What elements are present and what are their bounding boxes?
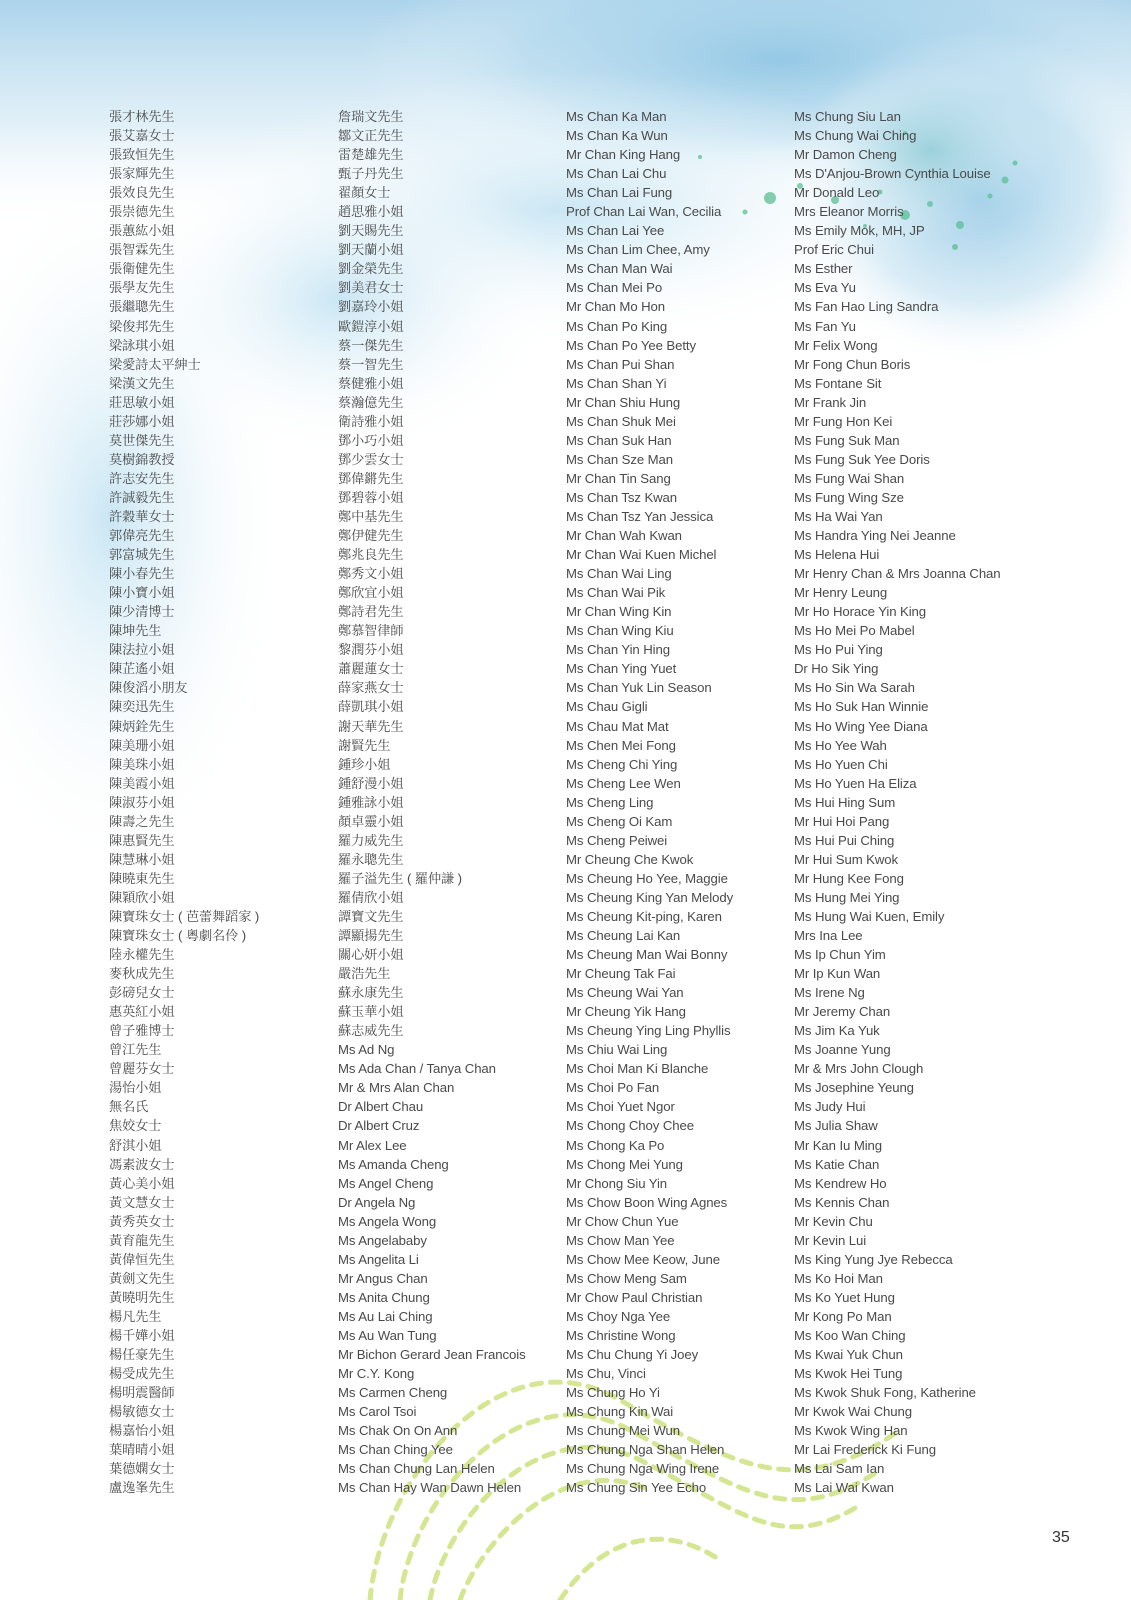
donor-name: 羅子溢先生 ( 羅仲謙 ): [338, 870, 462, 886]
donor-name: 陳美珊小姐: [109, 737, 175, 753]
donor-name: 譚顯揚先生: [338, 928, 404, 944]
donor-name: Ms Helena Hui: [794, 547, 880, 563]
donor-name: 楊凡先生: [109, 1308, 162, 1324]
donor-name: Ms Ho Yuen Ha Eliza: [794, 775, 917, 791]
donor-name: Mr Cheung Yik Hang: [566, 1004, 686, 1020]
donor-name: Ms Chan Sze Man: [566, 451, 673, 467]
donor-name: Mr Hung Kee Fong: [794, 870, 904, 886]
donor-name: 曾麗芬女士: [109, 1061, 175, 1077]
donor-name: Ms Choy Nga Yee: [566, 1308, 671, 1324]
donor-name: Ms Fung Suk Man: [794, 432, 900, 448]
donor-name: 雷楚雄先生: [338, 147, 404, 163]
donor-name: 葉晴晴小姐: [109, 1442, 175, 1458]
donor-name: 鄭兆良先生: [338, 547, 404, 563]
donor-name: Mr Kong Po Man: [794, 1308, 892, 1324]
donor-name: 陳寶珠女士 ( 芭蕾舞蹈家 ): [109, 908, 260, 924]
donor-name: Ms Chu Chung Yi Joey: [566, 1347, 699, 1363]
donor-name: 鍾舒漫小姐: [338, 775, 404, 791]
donor-name: 詹瑞文先生: [338, 109, 404, 124]
name-column-2: [338, 107, 568, 1497]
donor-name: 葉德嫻女士: [109, 1461, 175, 1477]
donor-name: 鍾雅詠小姐: [338, 794, 404, 810]
donor-name: Ms Chan Wai Pik: [566, 585, 666, 601]
donor-name: Ms Cheng Ling: [566, 794, 654, 810]
donor-name: Ms Ip Chun Yim: [794, 947, 886, 963]
donor-name: 陳小春先生: [109, 566, 175, 582]
donor-name: 楊明震醫師: [109, 1385, 175, 1401]
donor-name: Ms Choi Man Ki Blanche: [566, 1061, 709, 1077]
donor-name: 郭偉亮先生: [109, 528, 175, 544]
donor-name: Mr & Mrs John Clough: [794, 1061, 924, 1077]
donor-name: 陳穎欣小姐: [109, 889, 175, 905]
donor-name: Ms Chan Chung Lan Helen: [338, 1461, 495, 1477]
donor-name: Ms Judy Hui: [794, 1099, 866, 1115]
donor-name: Ms Hui Pui Ching: [794, 832, 895, 848]
donor-name: Ms Chau Mat Mat: [566, 718, 669, 734]
donor-name: Ms Cheung Man Wai Bonny: [566, 947, 728, 963]
donor-name: 曾子雅博士: [109, 1023, 175, 1039]
donor-name: Ms Ho Wing Yee Diana: [794, 718, 928, 734]
donor-name: Ms Ko Yuet Hung: [794, 1289, 895, 1305]
donor-name: Mr Felix Wong: [794, 337, 878, 353]
donor-name: 蔡一傑先生: [338, 337, 404, 353]
donor-name: Ms Angelita Li: [338, 1251, 419, 1267]
donor-name: Ms Koo Wan Ching: [794, 1328, 906, 1343]
donor-name: 蔡瀚億先生: [338, 394, 404, 410]
donor-name: Dr Albert Cruz: [338, 1118, 420, 1134]
donor-name: Ms Ho Suk Han Winnie: [794, 699, 929, 715]
donor-name: Ms Ho Mei Po Mabel: [794, 623, 915, 639]
donor-name: Ms Au Lai Ching: [338, 1308, 433, 1324]
donor-name: Ms Chan Lai Yee: [566, 223, 665, 239]
donor-name: Ms Katie Chan: [794, 1156, 880, 1172]
donor-name: 劉金榮先生: [338, 261, 404, 277]
donor-name: Prof Eric Chui: [794, 242, 874, 258]
donor-name: Dr Albert Chau: [338, 1099, 424, 1115]
donor-name: Mr Kwok Wai Chung: [794, 1404, 912, 1420]
donor-name: Ms Chung Wai Ching: [794, 128, 917, 144]
donor-name: 許志安先生: [109, 470, 175, 486]
donor-name: Ms Angel Cheng: [338, 1175, 434, 1191]
donor-name: 鄭詩君先生: [338, 604, 404, 620]
donor-name: Ms Hui Hing Sum: [794, 794, 896, 810]
donor-name: 張崇德先生: [109, 204, 175, 220]
donor-name: 楊嘉怡小姐: [109, 1423, 175, 1439]
donor-name: Mr Ip Kun Wan: [794, 966, 881, 982]
donor-name: 黃育龍先生: [109, 1232, 175, 1248]
donor-name: 鍾珍小姐: [338, 756, 391, 772]
donor-name: 陳慧琳小姐: [109, 851, 175, 867]
donor-name: 劉天蘭小姐: [338, 242, 404, 258]
donor-name: 鄧碧蓉小姐: [338, 489, 404, 505]
donor-name: Ms Fung Wai Shan: [794, 470, 905, 486]
donor-name: 許穀華女士: [109, 508, 175, 524]
donor-name: Ms Cheung Lai Kan: [566, 928, 681, 944]
donor-name: 陳寶珠女士 ( 粵劇名伶 ): [109, 928, 247, 944]
donor-name: 鄧小巧小姐: [338, 432, 404, 448]
donor-name: Ms Cheng Chi Ying: [566, 756, 678, 772]
donor-name: 甄子丹先生: [338, 166, 404, 182]
donor-name: Ms Cheung Ying Ling Phyllis: [566, 1023, 731, 1039]
donor-name: Ms Kwok Shuk Fong, Katherine: [794, 1385, 976, 1401]
donor-name: Ms Fontane Sit: [794, 375, 882, 391]
donor-name: 梁漢文先生: [109, 375, 175, 391]
donor-name: Ms Cheng Peiwei: [566, 832, 668, 848]
donor-name: 曾江先生: [109, 1042, 162, 1058]
donor-name: Ms Cheng Lee Wen: [566, 775, 681, 791]
donor-name: 鄭秀文小姐: [338, 566, 404, 582]
donor-name: Ms Carol Tsoi: [338, 1404, 417, 1420]
donor-name: 鄧偉鏘先生: [338, 470, 404, 486]
donor-name: 楊受成先生: [109, 1366, 175, 1382]
donor-name: 鄭欣宜小姐: [338, 585, 404, 601]
donor-name: Ms Chan Hay Wan Dawn Helen: [338, 1480, 522, 1496]
donor-name: 張學友先生: [109, 280, 175, 296]
donor-name: 薛凱琪小姐: [338, 699, 404, 715]
donor-name: Ms Joanne Yung: [794, 1042, 891, 1058]
donor-name: 莊莎娜小姐: [109, 413, 175, 429]
donor-name: Ms Kennis Chan: [794, 1194, 890, 1210]
donor-name: Ms Chan Lai Chu: [566, 166, 667, 182]
donor-name: Ms Cheung King Yan Melody: [566, 889, 734, 905]
donor-name: 陳曉東先生: [109, 870, 175, 886]
donor-name: Ms Chung Sin Yee Echo: [566, 1480, 707, 1496]
donor-name: Ms Fung Wing Sze: [794, 489, 904, 505]
donor-name: Ms Ho Sin Wa Sarah: [794, 680, 915, 696]
donor-name: Mr Fong Chun Boris: [794, 356, 911, 372]
donor-name: 莫樹錦教授: [109, 451, 175, 467]
donor-name: Ms Chan Yuk Lin Season: [566, 680, 712, 696]
donor-name: 陳惠賢先生: [109, 832, 175, 848]
name-column-4: [794, 107, 1024, 1497]
donor-name: Mr Chan King Hang: [566, 147, 681, 163]
donor-name: Mr Alex Lee: [338, 1137, 407, 1153]
donor-name: 鄭慕智律師: [338, 623, 404, 639]
donor-name: 蔡健雅小姐: [338, 375, 404, 391]
donor-name: 嚴浩先生: [338, 966, 391, 982]
donor-name: 劉嘉玲小姐: [338, 299, 404, 315]
donor-name: 張衛健先生: [109, 261, 175, 277]
donor-name: 張蕙紘小姐: [109, 223, 175, 239]
donor-name: Ms Angelababy: [338, 1232, 427, 1248]
donor-name: 陳美霞小姐: [109, 775, 175, 791]
donor-name: 張艾嘉女士: [109, 128, 175, 144]
donor-name: Ms Chung Mei Wun: [566, 1423, 680, 1439]
donor-name: Ms Eva Yu: [794, 280, 856, 296]
donor-name: Ms Chen Mei Fong: [566, 737, 676, 753]
donor-name: 張才林先生: [109, 109, 175, 124]
donor-name: Ms Amanda Cheng: [338, 1156, 449, 1172]
donor-name: Mr Kan Iu Ming: [794, 1137, 883, 1153]
donor-name: Mr Chow Paul Christian: [566, 1289, 703, 1305]
donor-name: 謝天華先生: [338, 718, 404, 734]
donor-name: 張致恒先生: [109, 147, 175, 163]
donor-name: Ms Chung Siu Lan: [794, 109, 901, 124]
donor-name: 關心妍小姐: [338, 947, 404, 963]
donor-name: Mr Damon Cheng: [794, 147, 897, 163]
donor-name: Mr & Mrs Alan Chan: [338, 1080, 455, 1096]
donor-name: 劉美君女士: [338, 280, 404, 296]
donor-name: Ms Choi Yuet Ngor: [566, 1099, 675, 1115]
donor-name: Mr Chan Wing Kin: [566, 604, 672, 620]
donor-name: 蘇永康先生: [338, 985, 404, 1001]
donor-name: 陳法拉小姐: [109, 642, 175, 658]
donor-name: 陳少清博士: [109, 604, 175, 620]
donor-name: Mr Hui Sum Kwok: [794, 851, 899, 867]
donor-name: 郭富城先生: [109, 547, 175, 563]
donor-name: Ms Irene Ng: [794, 985, 865, 1001]
donor-name: Ms Chan Mei Po: [566, 280, 663, 296]
donor-name: Mr Kevin Chu: [794, 1213, 873, 1229]
donor-name: 鄭伊健先生: [338, 528, 404, 544]
donor-name: Prof Chan Lai Wan, Cecilia: [566, 204, 722, 220]
donor-name: 黃秀英女士: [109, 1213, 175, 1229]
donor-name: Ms Lai Wai Kwan: [794, 1480, 894, 1496]
donor-name: 陸永權先生: [109, 947, 175, 963]
donor-name: Ms Chan Ying Yuet: [566, 661, 677, 677]
donor-name: 譚寶文先生: [338, 908, 404, 924]
donor-name: Mr Henry Chan & Mrs Joanna Chan: [794, 566, 1001, 582]
donor-name: Ms Chan Ka Wun: [566, 128, 668, 144]
donor-name: Ms Emily Mok, MH, JP: [794, 223, 925, 239]
donor-name: 彭磅兒女士: [109, 985, 175, 1001]
donor-name: 蘇志威先生: [338, 1023, 404, 1039]
donor-name: Ms Chow Mee Keow, June: [566, 1251, 720, 1267]
donor-name: 黃文慧女士: [109, 1194, 175, 1210]
donor-name: Ms Chong Choy Chee: [566, 1118, 694, 1134]
donor-name: Ms Ad Ng: [338, 1042, 395, 1058]
donor-name: Ms Chung Kin Wai: [566, 1404, 674, 1420]
donor-name: 羅永聰先生: [338, 851, 404, 867]
donor-name: Ms Handra Ying Nei Jeanne: [794, 528, 956, 544]
donor-name: 陳炳銓先生: [109, 718, 175, 734]
donor-name: Ms Cheung Ho Yee, Maggie: [566, 870, 728, 886]
donor-name: 黃偉恒先生: [109, 1251, 175, 1267]
donor-name: Ms Kendrew Ho: [794, 1175, 887, 1191]
donor-name: 鄧少雲女士: [338, 451, 404, 467]
donor-name: Ms Chan Man Wai: [566, 261, 673, 277]
donor-name: 張家輝先生: [109, 166, 175, 182]
donor-name: 舒淇小姐: [109, 1137, 162, 1153]
donor-name-list: [0, 107, 1131, 1507]
donor-name: 盧逸峯先生: [109, 1480, 175, 1496]
donor-name: 梁詠琪小姐: [109, 337, 175, 353]
donor-name: Ms Chan Po Yee Betty: [566, 337, 696, 353]
donor-name: Ms Ko Hoi Man: [794, 1270, 883, 1286]
donor-name: Ms Hung Mei Ying: [794, 889, 900, 905]
donor-name: 鄒文正先生: [338, 128, 404, 144]
donor-name: Mr Ho Horace Yin King: [794, 604, 927, 620]
donor-name: Ms Chan Yin Hing: [566, 642, 670, 658]
donor-name: Ms Kwok Hei Tung: [794, 1366, 903, 1382]
donor-name: Ms Chong Ka Po: [566, 1137, 665, 1153]
donor-name: 麥秋成先生: [109, 966, 175, 982]
donor-name: Mr C.Y. Kong: [338, 1366, 415, 1382]
donor-name: Ms Chong Mei Yung: [566, 1156, 683, 1172]
donor-name: 顏卓靈小姐: [338, 813, 404, 829]
donor-name: Mr Lai Frederick Ki Fung: [794, 1442, 936, 1458]
donor-name: 楊千嬅小姐: [109, 1328, 175, 1343]
donor-name: Mr Cheung Che Kwok: [566, 851, 694, 867]
donor-name: 梁俊邦先生: [109, 318, 175, 334]
donor-name: Ms Julia Shaw: [794, 1118, 878, 1134]
donor-name: Ms Chak On On Ann: [338, 1423, 458, 1439]
donor-name: 陳奕迅先生: [109, 699, 175, 715]
donor-name: Ms Josephine Yeung: [794, 1080, 914, 1096]
donor-name: 歐鎧淳小姐: [338, 318, 404, 334]
donor-name: 張智霖先生: [109, 242, 175, 258]
donor-name: Ms Jim Ka Yuk: [794, 1023, 880, 1039]
donor-name: Ms Ada Chan / Tanya Chan: [338, 1061, 496, 1077]
donor-name: 莫世傑先生: [109, 432, 175, 448]
donor-name: Mr Chan Wai Kuen Michel: [566, 547, 717, 563]
donor-name: Mr Donald Leo: [794, 185, 880, 201]
donor-name: Ms Anita Chung: [338, 1289, 430, 1305]
donor-name: Ms Esther: [794, 261, 853, 277]
donor-name: 陳壽之先生: [109, 813, 175, 829]
donor-name: Ms Fan Yu: [794, 318, 856, 334]
donor-name: 蕭麗蓮女士: [338, 661, 404, 677]
donor-name: Mr Chan Shiu Hung: [566, 394, 681, 410]
page-number: 35: [1052, 1529, 1070, 1546]
donor-name: Ms King Yung Jye Rebecca: [794, 1251, 953, 1267]
donor-name: Ms Kwok Wing Han: [794, 1423, 908, 1439]
donor-name: Ms Chan Suk Han: [566, 432, 672, 448]
donor-name: Ms Chow Boon Wing Agnes: [566, 1194, 728, 1210]
donor-name: Mr Chong Siu Yin: [566, 1175, 668, 1191]
donor-name: Mr Henry Leung: [794, 585, 888, 601]
donor-name: 張繼聰先生: [109, 299, 175, 315]
donor-name: Ms Chan Ka Man: [566, 109, 667, 124]
donor-name: 馮素波女士: [109, 1156, 175, 1172]
donor-name: Dr Angela Ng: [338, 1194, 416, 1210]
donor-name: Ms Chung Nga Shan Helen: [566, 1442, 725, 1458]
donor-name: Ms Chan Pui Shan: [566, 356, 675, 372]
donor-name: Ms D'Anjou-Brown Cynthia Louise: [794, 166, 991, 182]
donor-name: Ms Chung Nga Wing Irene: [566, 1461, 720, 1477]
donor-name: Mr Chow Chun Yue: [566, 1213, 679, 1229]
donor-name: Mr Cheung Tak Fai: [566, 966, 676, 982]
donor-name: Ms Chow Man Yee: [566, 1232, 675, 1248]
donor-name: Mr Chan Mo Hon: [566, 299, 666, 315]
donor-name: 黎潤芬小姐: [338, 642, 404, 658]
donor-name: Mr Kevin Lui: [794, 1232, 867, 1248]
donor-name: 黃劍文先生: [109, 1270, 175, 1286]
donor-name: 惠英紅小姐: [109, 1004, 175, 1020]
donor-name: Ms Chan Shan Yi: [566, 375, 667, 391]
donor-name: Ms Lai Sam Ian: [794, 1461, 885, 1477]
donor-name: 謝賢先生: [338, 737, 391, 753]
name-column-1: [109, 107, 339, 1497]
donor-name: 劉天賜先生: [338, 223, 404, 239]
donor-name: Mr Frank Jin: [794, 394, 867, 410]
donor-name: Ms Cheung Wai Yan: [566, 985, 684, 1001]
donor-name: 羅力威先生: [338, 832, 404, 848]
donor-name: Mrs Eleanor Morris: [794, 204, 904, 220]
donor-name: Ms Chan Wing Kiu: [566, 623, 674, 639]
donor-name: Ms Hung Wai Kuen, Emily: [794, 908, 945, 924]
donor-name: 黃曉明先生: [109, 1289, 175, 1305]
donor-name: Ms Chan Po King: [566, 318, 668, 334]
donor-name: Ms Ho Yee Wah: [794, 737, 887, 753]
donor-name: Ms Christine Wong: [566, 1328, 676, 1343]
name-column-3: [566, 107, 796, 1497]
donor-name: 陳坤先生: [109, 623, 162, 639]
donor-name: 焦姣女士: [109, 1118, 162, 1134]
donor-name: Ms Fan Hao Ling Sandra: [794, 299, 939, 315]
donor-name: Ms Chan Shuk Mei: [566, 413, 676, 429]
donor-name: Ms Kwai Yuk Chun: [794, 1347, 903, 1363]
donor-name: Ms Au Wan Tung: [338, 1328, 437, 1343]
donor-name: Mr Bichon Gerard Jean Francois: [338, 1347, 526, 1363]
donor-name: Ms Chung Ho Yi: [566, 1385, 660, 1401]
donor-name: 莊思敏小姐: [109, 394, 175, 410]
donor-name: 翟顏女士: [338, 185, 391, 201]
donor-name: Mr Hui Hoi Pang: [794, 813, 890, 829]
donor-name: 黃心美小姐: [109, 1175, 175, 1191]
donor-name: Ms Fung Suk Yee Doris: [794, 451, 930, 467]
donor-name: 張效良先生: [109, 185, 175, 201]
donor-name: Ms Cheng Oi Kam: [566, 813, 673, 829]
donor-name: 楊任豪先生: [109, 1347, 175, 1363]
donor-name: 許誠毅先生: [109, 489, 175, 505]
donor-name: Dr Ho Sik Ying: [794, 661, 879, 677]
donor-name: Ms Chu, Vinci: [566, 1366, 646, 1382]
donor-name: 蔡一智先生: [338, 356, 404, 372]
donor-name: Mr Angus Chan: [338, 1270, 428, 1286]
donor-name: Ms Ho Pui Ying: [794, 642, 883, 658]
donor-name: Mr Chan Wah Kwan: [566, 528, 682, 544]
donor-name: 楊敏德女士: [109, 1404, 175, 1420]
donor-name: Mr Jeremy Chan: [794, 1004, 891, 1020]
donor-name: Ms Angela Wong: [338, 1213, 437, 1229]
donor-name: 陳俊滔小朋友: [109, 680, 188, 696]
donor-name: 蘇玉華小姐: [338, 1004, 404, 1020]
donor-name: Mr Chan Tin Sang: [566, 470, 671, 486]
donor-name: Ms Cheung Kit-ping, Karen: [566, 908, 722, 924]
donor-name: Ms Chan Ching Yee: [338, 1442, 453, 1458]
donor-name: 陳美珠小姐: [109, 756, 175, 772]
donor-name: Mrs Ina Lee: [794, 928, 863, 944]
donor-name: 趙思雅小姐: [338, 204, 404, 220]
donor-name: Ms Chan Tsz Kwan: [566, 489, 678, 505]
donor-name: Ms Chiu Wai Ling: [566, 1042, 668, 1058]
donor-name: 無名氏: [109, 1099, 149, 1115]
donor-name: Ms Ho Yuen Chi: [794, 756, 888, 772]
donor-name: 陳淑芬小姐: [109, 794, 175, 810]
donor-name: Ms Chow Meng Sam: [566, 1270, 687, 1286]
donor-name: 陳芷遙小姐: [109, 661, 175, 677]
donor-name: 湯怡小姐: [109, 1080, 162, 1096]
donor-name: Ms Carmen Cheng: [338, 1385, 448, 1401]
donor-name: Ms Chan Lim Chee, Amy: [566, 242, 710, 258]
donor-name: Ms Chau Gigli: [566, 699, 648, 715]
donor-name: Ms Chan Wai Ling: [566, 566, 672, 582]
donor-name: Ms Chan Lai Fung: [566, 185, 673, 201]
donor-name: 衛詩雅小姐: [338, 413, 404, 429]
donor-name: Ms Ha Wai Yan: [794, 508, 883, 524]
donor-name: Mr Fung Hon Kei: [794, 413, 893, 429]
donor-name: 鄭中基先生: [338, 508, 404, 524]
donor-name: Ms Choi Po Fan: [566, 1080, 660, 1096]
donor-name: 梁愛詩太平紳士: [109, 356, 201, 372]
donor-name: 羅倩欣小姐: [338, 889, 404, 905]
donor-name: Ms Chan Tsz Yan Jessica: [566, 508, 714, 524]
donor-name: 薛家燕女士: [338, 680, 404, 696]
donor-name: 陳小寶小姐: [109, 585, 175, 601]
